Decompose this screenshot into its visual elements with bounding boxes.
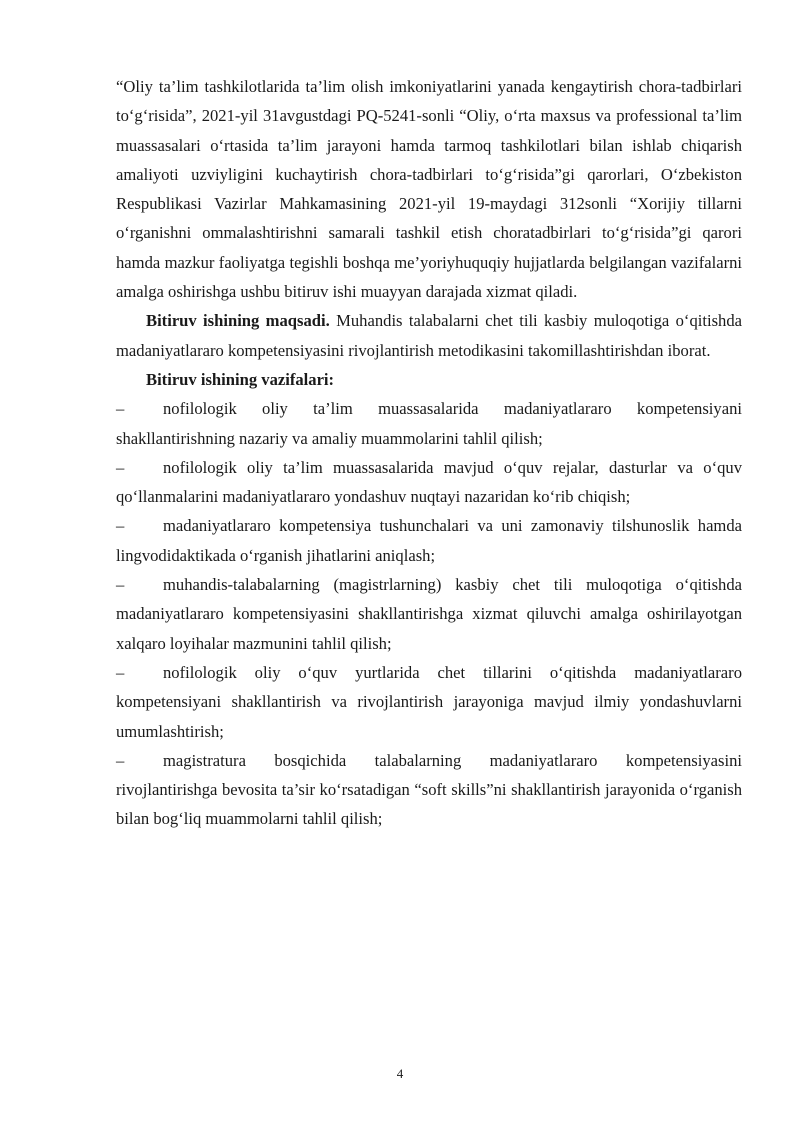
task-item [116,658,742,746]
task-text: madaniyatlararo kompetensiya tushunchalari va uni zamonaviy tilshunoslik hamda lingvodidaktikada o‘rganish jihatlarini aniqlash; [116,516,742,565]
dash-bullet: – [116,399,125,419]
dash-bullet: – [116,750,125,770]
dash-bullet: – [116,516,125,536]
intro-paragraph: “Oliy ta’lim tashkilotlarida ta’lim olish imkoniyatlarini yanada kengaytirish chora-tadbirlari to‘g‘risida”, 2021-yil 31avgustdagi PQ-5241-sonli “Oliy, o‘rta maxsus va professional ta’lim muassasalari o‘rtasida ta’lim jarayoni hamda tarmoq tashkilotlari bilan ishlab chiqarish amaliyoti uzviyligini kuchaytirish chora-tadbirlari to‘g‘risida”gi qarorlari, O‘zbekiston Respublikasi Vazirlar Mahkamasining 2021-yil 19-maydagi 312sonli “Xorijiy tillarni o‘rganishni ommalashtirishni samarali tashkil etish choratadbirlari to‘g‘risida”gi qarori hamda mazkur faoliyatga tegishli boshqa me’yoriyhuquqiy hujjatlarda belgilangan vazifalarni amalga oshirishga ushbu bitiruv ishi muayyan darajada xizmat qiladi. [116,77,742,302]
page-body [116,72,742,834]
tasks-heading: Bitiruv ishining vazifalari: [146,369,335,389]
task-text: magistratura bosqichida talabalarning madaniyatlararo kompetensiyasini rivojlantirishga bevosita ta’sir ko‘rsatadigan “soft skills”ni shakllantirish jarayonida o‘rganish bilan bog‘liq muammolarni tahlil qilish; [116,750,742,829]
task-item [116,746,742,834]
task-item [116,511,742,570]
aim-text: Muhandis talabalarni chet tili kasbiy muloqotiga o‘qitishda madaniyatlararo kompetensiyasini rivojlantirish metodikasini takomillashtirishdan iborat. [116,311,742,360]
dash-bullet: – [116,457,125,477]
task-text: nofilologik oliy ta’lim muassasalarida mavjud o‘quv rejalar, dasturlar va o‘quv qo‘llanmalarini madaniyatlararo yondashuv nuqtayi nazaridan ko‘rib chiqish; [116,457,742,507]
task-text: nofilologik oliy ta’lim muassasalarida madaniyatlararo kompetensiyani shakllantirishning nazariy va amaliy muammolarini tahlil qilish; [116,399,742,448]
aim-paragraph [116,306,742,365]
task-item [116,570,742,658]
page-number: 4 [396,1066,404,1081]
task-text: nofilologik oliy o‘quv yurtlarida chet tillarini o‘qitishda madaniyatlararo kompetensiyani shakllantirish va rivojlantirish jarayoniga mavjud ilmiy yondashuvlarni umumlashtirish; [116,662,742,741]
dash-bullet: – [116,662,125,682]
task-item [116,453,742,512]
task-text: muhandis-talabalarning (magistrlarning) kasbiy chet tili muloqotiga o‘qitishda madaniyatlararo kompetensiyasini shakllantirishga xizmat qiluvchi amalga oshirilayotgan xalqaro loyihalar mazmunini tahlil qilish; [116,575,742,653]
task-item [116,394,742,453]
dash-bullet: – [116,575,125,595]
aim-heading: Bitiruv ishining maqsadi. [146,311,330,331]
